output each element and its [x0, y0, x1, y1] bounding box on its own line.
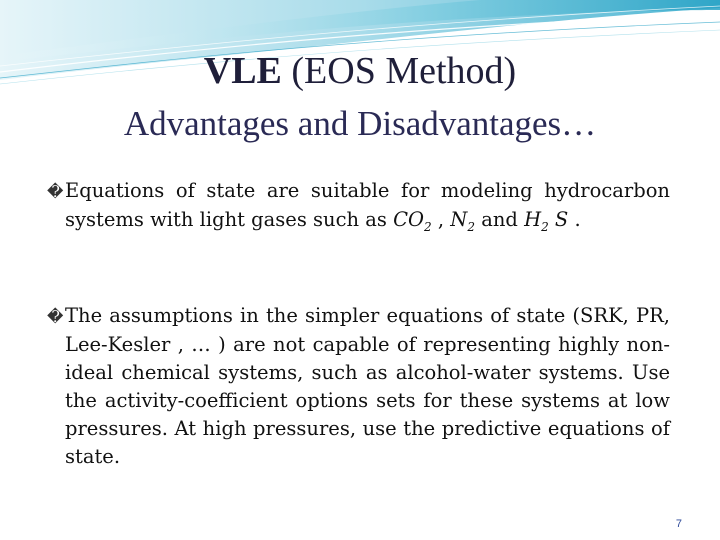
bullet-glyph-icon: � — [47, 307, 64, 326]
bullet2-text: The assumptions in the simpler equations of state (SRK, PR, Lee-Kesler , … ) are not capable of representing highly non-ideal chemical systems, such as alcohol-water systems. Use the activity-coefficient options sets for these systems at low pressures. At high pressures, use the predictive equations of state. — [65, 304, 670, 468]
slide-title — [0, 48, 720, 94]
slide-subtitle: Advantages and Disadvantages… — [123, 104, 597, 143]
page-number: 7 — [675, 518, 682, 530]
formula-co2: $CO_2$ — [393, 208, 432, 234]
formula-h2s: $H_2$ S — [524, 208, 569, 234]
bullet-item-1: �Equations of state are suitable for modeling hydrocarbon systems with light gases such as $CO_2$ , $N_2$ and $H_2$ S . — [47, 179, 670, 234]
slide-title-rest: (EOS Method) — [281, 50, 517, 92]
slide-title-bold: VLE — [203, 50, 282, 92]
bullet-glyph-icon: � — [47, 182, 64, 201]
bullet1-text: Equations of state are suitable for modeling hydrocarbon systems with light gases such as — [65, 179, 670, 231]
formula-n2: $N_2$ — [450, 208, 475, 234]
bullet-item-2 — [47, 302, 670, 471]
